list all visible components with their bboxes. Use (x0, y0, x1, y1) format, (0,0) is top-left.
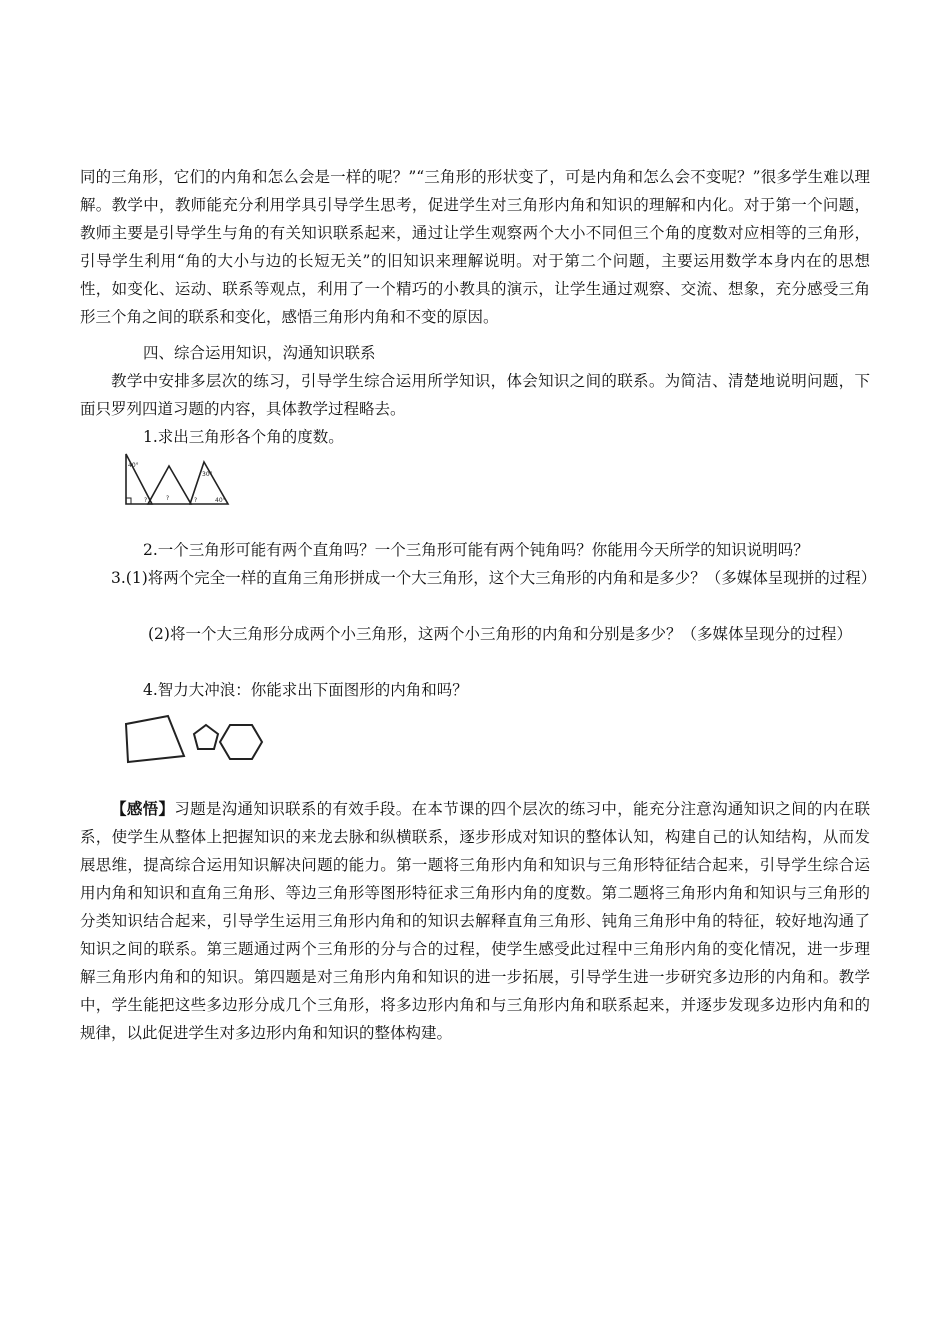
angle-label: ? (194, 497, 198, 504)
equilateral-triangle (148, 466, 191, 504)
angle-label: 40° (215, 497, 226, 504)
angle-label: ? (144, 497, 148, 504)
hexagon-shape (220, 725, 262, 759)
question-3-part-2: (2)将一个大三角形分成两个小三角形，这两个小三角形的内角和分别是多少？（多媒体呈现分的过程） (148, 625, 852, 643)
question-2: 2.一个三角形可能有两个直角吗？一个三角形可能有两个钝角吗？你能用今天所学的知识说明吗？ (143, 541, 809, 559)
pentagon-shape (194, 725, 218, 749)
quadrilateral-shape (126, 716, 184, 762)
angle-label: 30° (202, 471, 213, 478)
paragraph-insight (80, 795, 870, 1047)
angle-label: ? (166, 495, 170, 502)
paragraph-practice-intro: 教学中安排多层次的练习，引导学生综合运用所学知识，体会知识之间的联系。为简洁、清楚地说明问题，下面只罗列四道习题的内容，具体教学过程略去。 (80, 372, 870, 418)
angle-label: 40° (128, 462, 139, 469)
insight-label: 【感悟】 (111, 799, 175, 818)
question-1: 1.求出三角形各个角的度数。 (143, 428, 344, 446)
paragraph-explanation: 同的三角形，它们的内角和怎么会是一样的呢？”“三角形的形状变了，可是内角和怎么会不变呢？”很多学生难以理解。教学中，教师能充分利用学具引导学生思考，促进学生对三角形内角和知识的理解和内化。对于第一个问题，教师主要是引导学生与角的有关知识联系起来，通过让学生观察两个大小不同但三个角的度数对应相等的三角形，引导学生利用“角的大小与边的长短无关”的旧知识来理解说明。对于第二个问题，主要运用数学本身内在的思想性，如变化、运动、联系等观点，利用了一个精巧的小教具的演示，让学生通过观察、交流、想象，充分感受三角形三个角之间的联系和变化，感悟三角形内角和不变的原因。 (80, 168, 870, 326)
polygons-figure (120, 712, 270, 768)
triangles-figure (118, 452, 238, 512)
question-3-part-1: 3.(1)将两个完全一样的直角三角形拼成一个大三角形，这个大三角形的内角和是多少？（多媒体呈现拼的过程） (111, 569, 877, 587)
insight-text: 习题是沟通知识联系的有效手段。在本节课的四个层次的练习中，能充分注意沟通知识之间的内在联系，使学生从整体上把握知识的来龙去脉和纵横联系，逐步形成对知识的整体认知，构建自己的认知结构，从而发展思维，提高综合运用知识解决问题的能力。第一题将三角形内角和知识与三角形特征结合起来，引导学生综合运用内角和知识和直角三角形、等边三角形等图形特征求三角形内角的度数。第二题将三角形内角和知识与三角形的分类知识结合起来，引导学生运用三角形内角和的知识去解释直角三角形、钝角三角形中角的特征，较好地沟通了知识之间的联系。第三题通过两个三角形的分与合的过程，使学生感受此过程中三角形内角的变化情况，进一步理解三角形内角和的知识。第四题是对三角形内角和知识的进一步拓展，引导学生进一步研究多边形的内角和。教学中，学生能把这些多边形分成几个三角形，将多边形内角和与三角形内角和联系起来，并逐步发现多边形内角和的规律，以此促进学生对多边形内角和知识的整体构建。 (80, 800, 870, 1042)
section-heading-4: 四、综合运用知识，沟通知识联系 (143, 344, 376, 362)
question-4: 4.智力大冲浪：你能求出下面图形的内角和吗？ (143, 681, 468, 699)
